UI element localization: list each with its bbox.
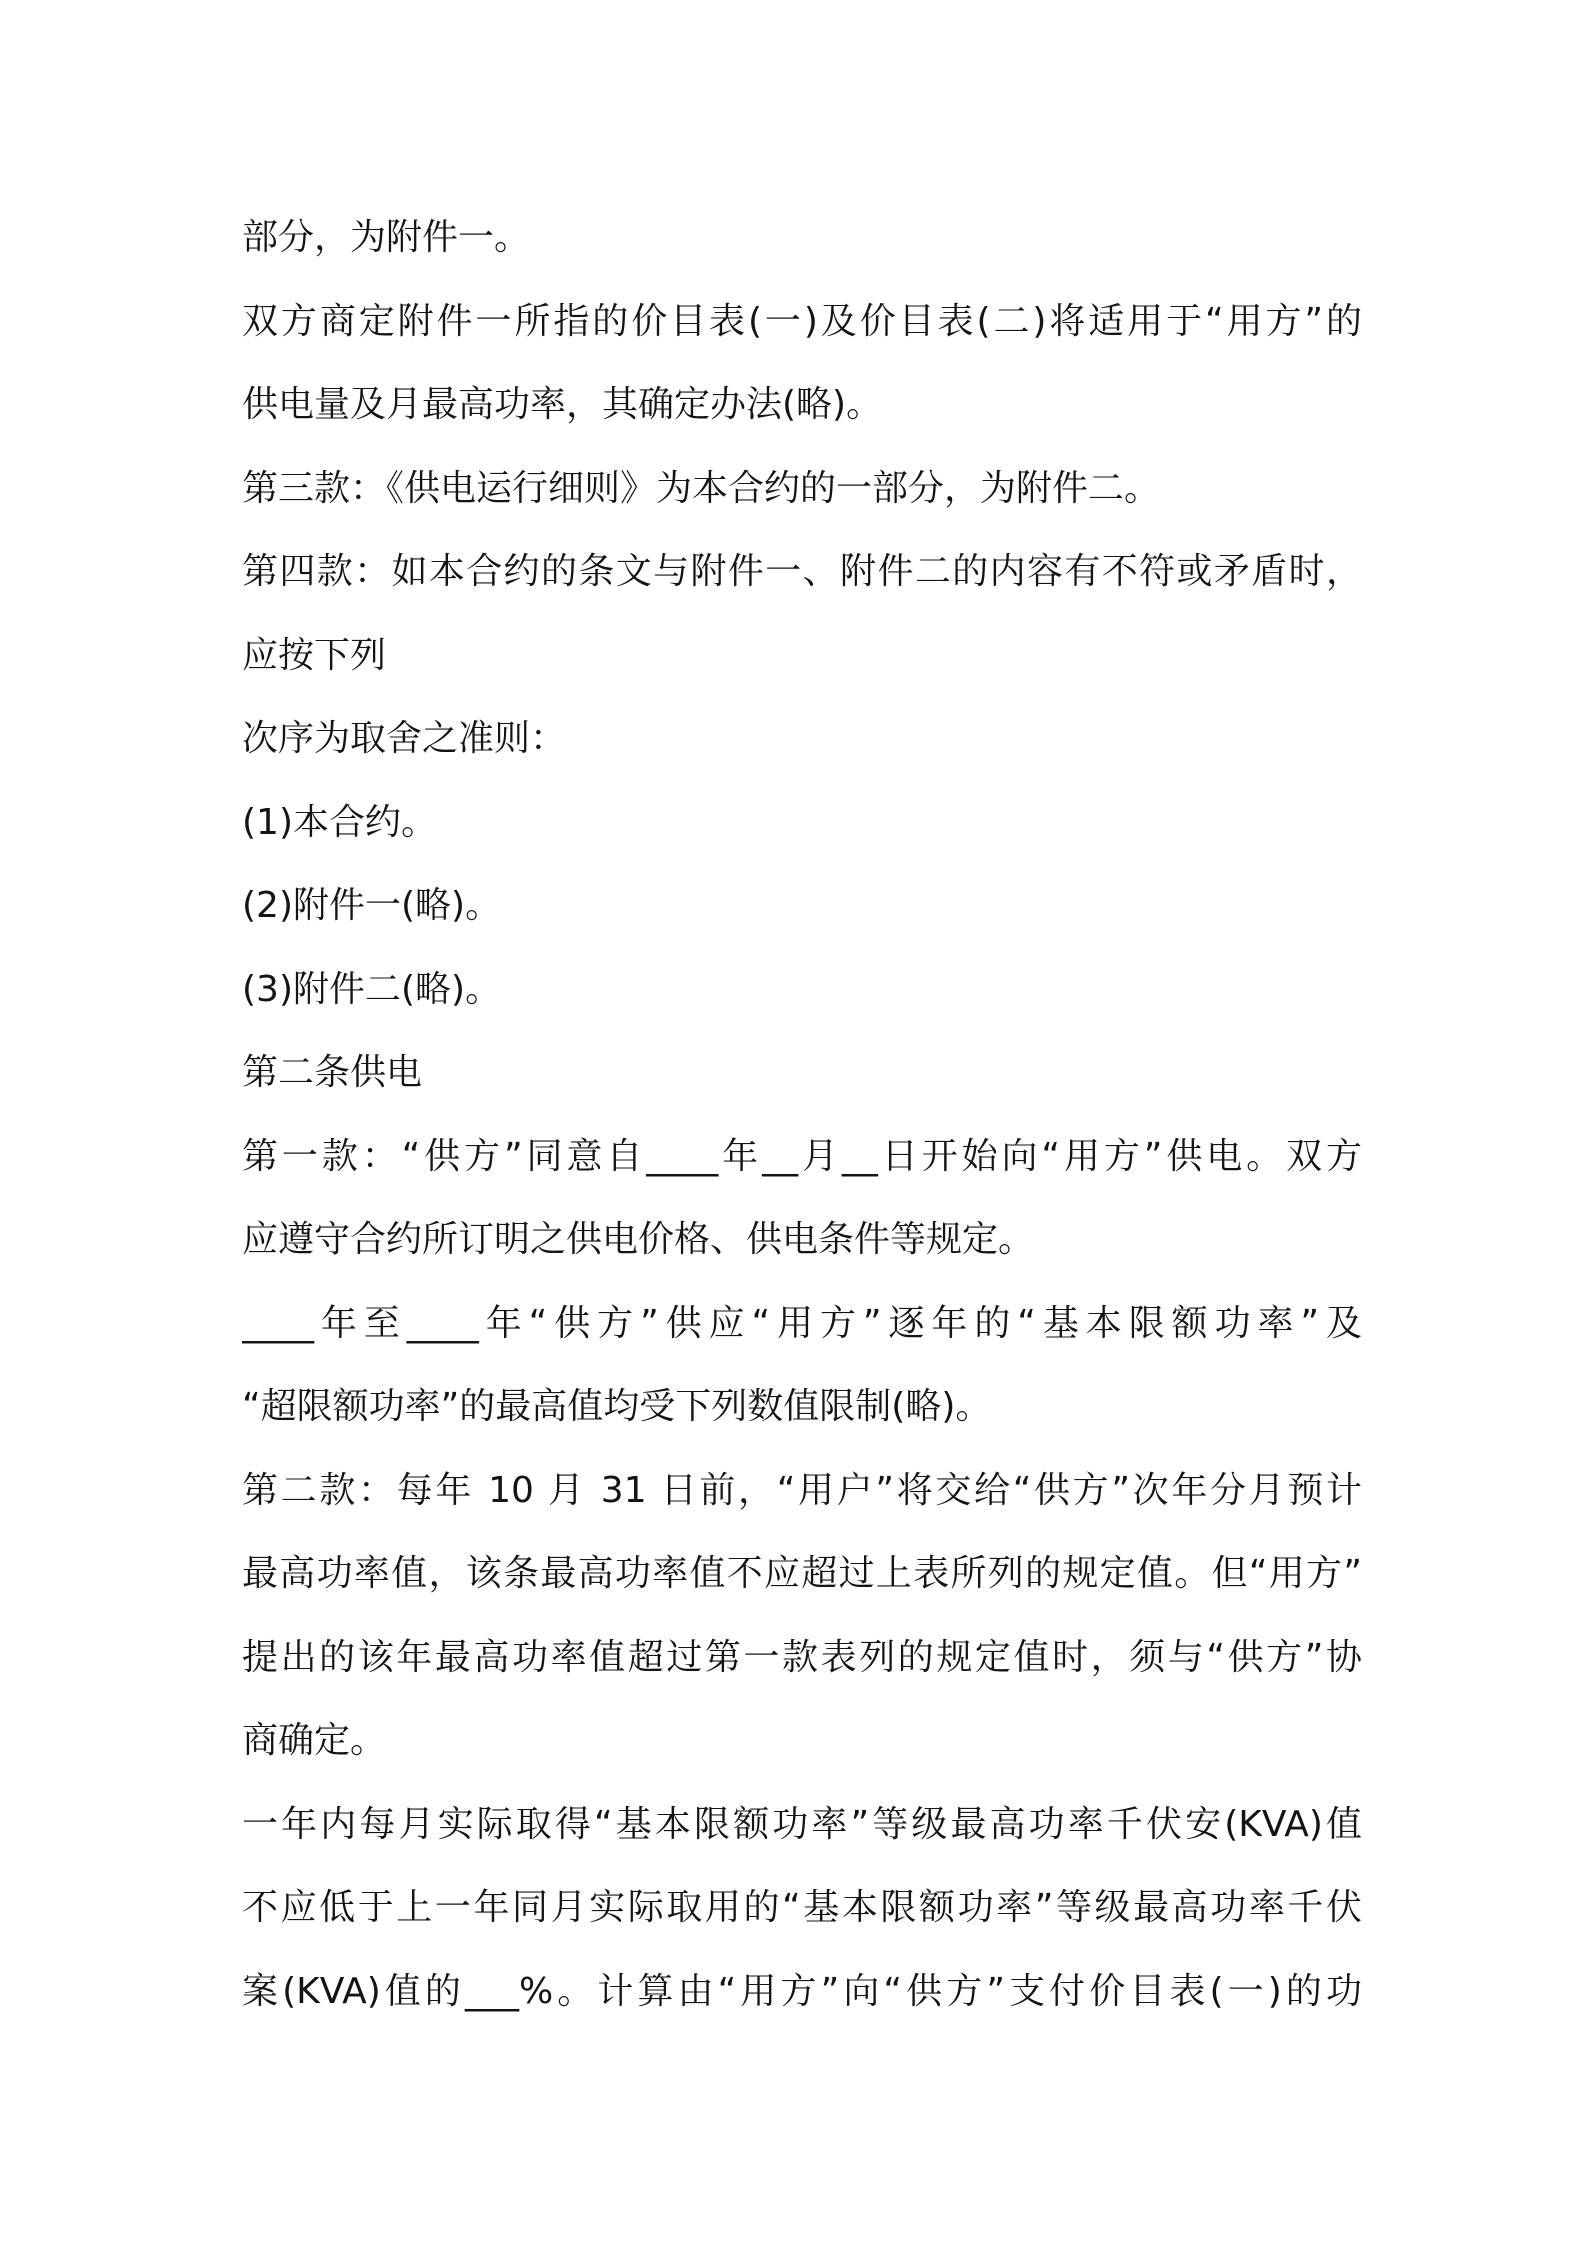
text-line: 部分，为附件一。 — [242, 217, 531, 258]
text-line: 双方商定附件一所指的价目表(一)及价目表(二)将适用于“用方”的 — [242, 300, 1362, 342]
text-line: 应遵守合约所订明之供电价格、供电条件等规定。 — [242, 1219, 1035, 1260]
text-line: 第四款：如本合约的条文与附件一、附件二的内容有不符或矛盾时， — [242, 551, 1362, 592]
list-item: (3)附件二(略)。 — [242, 968, 502, 1010]
list-item: (1)本合约。 — [242, 801, 437, 843]
text-line: 第一款：“供方”同意自____年__月__日开始向“用方”供电。双方 — [242, 1135, 1362, 1177]
section-heading: 第二条供电 — [242, 1052, 423, 1093]
document-body — [242, 196, 1362, 2033]
text-line: 第三款：《供电运行细则》为本合约的一部分，为附件二。 — [242, 467, 1161, 509]
text-line: 应按下列 — [242, 634, 387, 676]
text-line: 最高功率值，该条最高功率值不应超过上表所列的规定值。但“用方” — [242, 1553, 1362, 1594]
text-line: 第二款：每年 10 月 31 日前，“用户”将交给“供方”次年分月预计 — [242, 1469, 1362, 1511]
text-line: 一年内每月实际取得“基本限额功率”等级最高功率千伏安(KVA)值 — [242, 1803, 1362, 1845]
text-line: 商确定。 — [242, 1720, 387, 1761]
text-line: 供电量及月最高功率，其确定办法(略)。 — [242, 384, 883, 425]
text-line: 案(KVA)值的___%。计算由“用方”向“供方”支付价目表(一)的功 — [242, 1970, 1362, 2012]
text-line: ____年至____年“供方”供应“用方”逐年的“基本限额功率”及 — [242, 1302, 1362, 1344]
text-line: 不应低于上一年同月实际取用的“基本限额功率”等级最高功率千伏 — [242, 1887, 1362, 1928]
text-line: 提出的该年最高功率值超过第一款表列的规定值时，须与“供方”协 — [242, 1636, 1362, 1678]
list-item: (2)附件一(略)。 — [242, 885, 502, 926]
text-line: 次序为取舍之准则： — [242, 718, 567, 759]
text-line: “超限额功率”的最高值均受下列数值限制(略)。 — [242, 1386, 992, 1427]
